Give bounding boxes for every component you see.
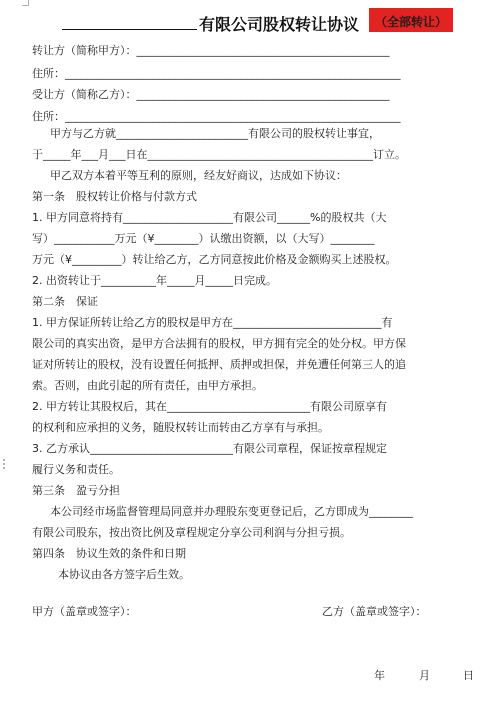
article-2-clause-1-line-4: 索。否则，由此引起的所有责任，由甲方承担。 — [32, 379, 263, 392]
transfer-type-badge — [369, 8, 453, 32]
preamble-line: 甲乙双方本着平等互利的原则，经友好商议，达成如下协议： — [50, 169, 347, 182]
date-year-label: 年 — [374, 669, 385, 682]
party-a-address-line: 住所：_____________________________________________________________ — [32, 67, 401, 80]
article-2-clause-3-line-2: 履行义务和责任。 — [32, 463, 120, 476]
article-2-clause-2-line-1: 2. 甲方转让其股权后，其在__________________________有限公司原享有 — [32, 400, 387, 413]
date-month-label: 月 — [419, 669, 430, 682]
article-3-heading: 第三条 盈亏分担 — [32, 484, 120, 497]
signing-date-line: 于_____年___月___日在_________________________________________订立。 — [32, 148, 406, 161]
margin-drag-handle-icon[interactable] — [2, 458, 6, 474]
party-b-line: 受让方（简称乙方）：______________________________________________ — [32, 88, 390, 101]
party-b-signature-label: 乙方（盖章或签字）： — [322, 605, 427, 618]
party-a-line: 转让方（简称甲方）：______________________________________________ — [32, 44, 390, 57]
article-2-clause-3-line-1: 3. 乙方承认__________________________有限公司章程，保证按章程规定 — [32, 442, 387, 455]
document-title: 有限公司股权转让协议 — [199, 15, 360, 34]
article-4-body: 本协议由各方签字后生效。 — [58, 568, 190, 581]
margin-corner-mark-horizontal — [22, 5, 29, 6]
article-2-clause-1-line-3: 证对所转让的股权，没有设置任何抵押、质押或担保，并免遭任何第三人的追 — [32, 358, 406, 371]
article-1-clause-2: 2. 出资转让于__________年_____月_____日完成。 — [32, 274, 277, 287]
title-blank-underline — [62, 29, 197, 30]
article-2-clause-2-line-2: 的权利和应承担的义务，随股权转让而转由乙方享有与承担。 — [32, 421, 329, 434]
article-4-heading: 第四条 协议生效的条件和日期 — [32, 547, 186, 560]
article-2-clause-1-line-2: 限公司的真实出资，是甲方合法拥有的股权，甲方拥有完全的处分权。甲方保 — [32, 337, 406, 350]
article-2-heading: 第二条 保证 — [32, 295, 98, 308]
article-1-clause-1-line-2: 写）___________万元（¥________）认缴出资额，以（大写）________ — [32, 232, 375, 245]
article-1-clause-1-line-1: 1. 甲方同意将持有____________________有限公司______%的股权共（大 — [32, 211, 387, 224]
party-a-signature-label: 甲方（盖章或签字）： — [32, 605, 137, 618]
article-2-clause-1-line-1: 1. 甲方保证所转让给乙方的股权是甲方在___________________________有 — [32, 316, 393, 329]
article-3-body-line-2: 有限公司股东，按出资比例及章程规定分享公司利润与分担亏损。 — [32, 526, 351, 539]
transfer-type-badge-text: （全部转让） — [375, 15, 448, 29]
transfer-subject-line: 甲方与乙方就________________________有限公司的股权转让事宜， — [50, 127, 380, 140]
title-row — [62, 8, 472, 34]
party-b-address-line: 住所：_____________________________________________________________ — [32, 110, 401, 123]
date-day-label: 日 — [463, 669, 474, 682]
article-1-heading: 第一条 股权转让价格与付款方式 — [32, 190, 197, 203]
article-3-body-line-1: 本公司经市场监督管理局同意并办理股东变更登记后，乙方即成为________ — [50, 505, 413, 518]
article-1-clause-1-line-3: 万元（¥_________）转让给乙方，乙方同意按此价格及金额购买上述股权。 — [32, 253, 397, 266]
